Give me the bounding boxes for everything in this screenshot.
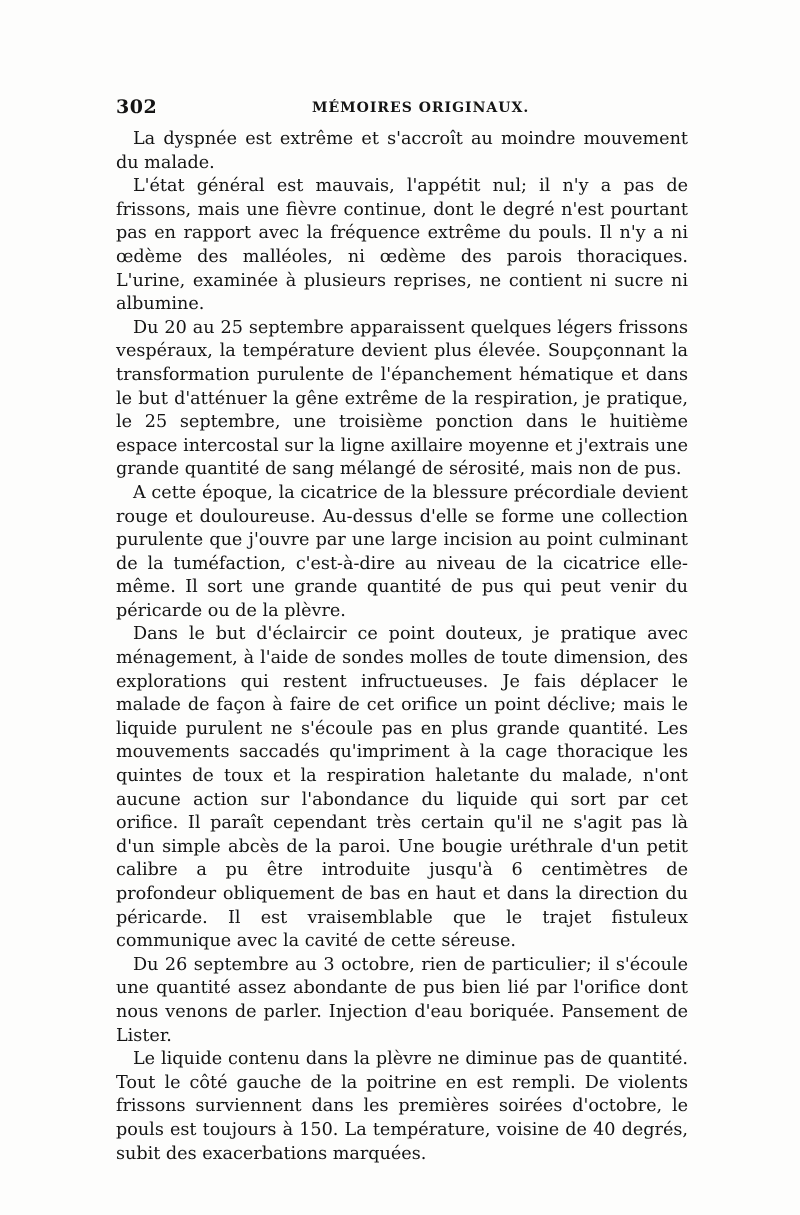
paragraph: Le liquide contenu dans la plèvre ne diminue pas de quantité. Tout le côté gauche de la poitrine en est rempli. De violents frissons surviennent dans les premières soirées d'octobre, le pouls est toujours à 150. La température, voisine de 40 degrés, subit des exacerbations marquées. [116,1049,688,1164]
paragraph: Du 26 septembre au 3 octobre, rien de particulier; il s'écoule une quantité assez abondante de pus bien lié par l'orifice dont nous venons de parler. Injection d'eau boriquée. Pansement de Lister. [116,954,688,1046]
paragraph: L'état général est mauvais, l'appétit nul; il n'y a pas de frissons, mais une fièvre continue, dont le degré n'est pourtant pas en rapport avec la fréquence extrême du pouls. Il n'y a ni œdème des malléoles, ni œdème des parois thoraciques. L'urine, examinée à plusieurs reprises, ne contient ni sucre ni albumine. [116,176,688,315]
page-header [116,96,688,122]
paragraph: La dyspnée est extrême et s'accroît au moindre mouvement du malade. [116,129,688,173]
paragraph: Dans le but d'éclaircir ce point douteux, je pratique avec ménagement, à l'aide de sondes molles de toute dimension, des explorations qui restent infructueuses. Je fais déplacer le malade de façon à faire de cet orifice un point déclive; mais le liquide purulent ne s'écoule pas en plus grande quantité. Les mouvements saccadés qu'impriment à la cage thoracique les quintes de toux et la respiration haletante du malade, n'ont aucune action sur l'abondance du liquide qui sort par cet orifice. Il paraît cependant très certain qu'il ne s'agit pas là d'un simple abcès de la paroi. Une bougie uréthrale d'un petit calibre a pu être introduite jusqu'à 6 centimètres de profondeur obliquement de bas en haut et dans la direction du péricarde. Il est vraisemblable que le trajet fistuleux communique avec la cavité de cette séreuse. [116,624,688,952]
paragraph: A cette époque, la cicatrice de la blessure précordiale devient rouge et douloureuse. Au-dessus d'elle se forme une collection purulente que j'ouvre par une large incision au point culminant de la tuméfaction, c'est-à-dire au niveau de la cicatrice elle-même. Il sort une grande quantité de pus qui peut venir du péricarde ou de la plèvre. [116,482,688,621]
body-text [116,128,688,1166]
running-head: MÉMOIRES ORIGINAUX. [312,100,530,116]
page-number: 302 [116,96,158,118]
paragraph: Du 20 au 25 septembre apparaissent quelques légers frissons vespéraux, la température devient plus élevée. Soupçonnant la transformation purulente de l'épanchement hématique et dans le but d'atténuer la gêne extrême de la respiration, je pratique, le 25 septembre, une troisième ponction dans le huitième espace intercostal sur la ligne axillaire moyenne et j'extrais une grande quantité de sang mélangé de sérosité, mais non de pus. [116,317,688,480]
